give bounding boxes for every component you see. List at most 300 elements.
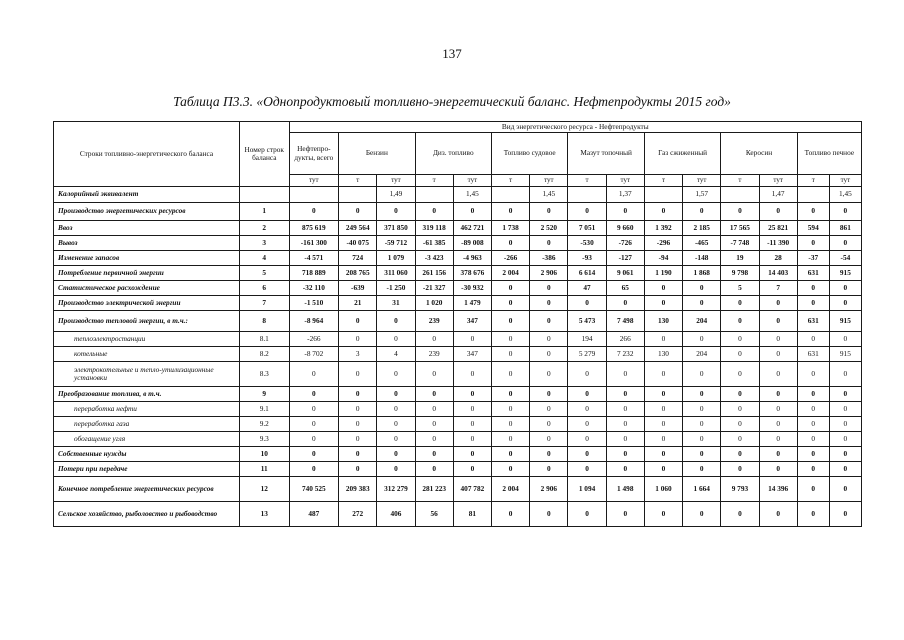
row-line-number: 7 [239, 296, 289, 311]
row-value: 0 [683, 362, 721, 387]
row-value: 2 004 [492, 266, 530, 281]
unit-cell: т [721, 175, 759, 187]
row-value: 0 [415, 417, 453, 432]
row-value: 21 [339, 296, 377, 311]
row-value: 0 [530, 347, 568, 362]
row-value: 0 [721, 402, 759, 417]
row-value: 0 [568, 432, 606, 447]
row-value: 0 [289, 402, 339, 417]
product-header: Топливо судовое [492, 133, 568, 175]
calorific-value [568, 187, 606, 203]
row-value: 0 [683, 432, 721, 447]
row-value: 9 061 [606, 266, 644, 281]
row-value: 1 392 [644, 221, 682, 236]
row-value: 1 079 [377, 251, 415, 266]
row-label: обогащение угля [54, 432, 240, 447]
row-value: 1 060 [644, 477, 682, 502]
row-value: 7 051 [568, 221, 606, 236]
row-value: 0 [797, 477, 829, 502]
row-value: 0 [453, 417, 491, 432]
row-value: -726 [606, 236, 644, 251]
row-value: 0 [492, 387, 530, 402]
table-row [54, 266, 862, 281]
table-row [54, 447, 862, 462]
table-row [54, 221, 862, 236]
row-value: 0 [530, 402, 568, 417]
row-value: 0 [530, 387, 568, 402]
product-header: Мазут топочный [568, 133, 644, 175]
calorific-value: 1,45 [453, 187, 491, 203]
row-value: 0 [530, 362, 568, 387]
row-value: 130 [644, 311, 682, 332]
row-value: 0 [415, 447, 453, 462]
row-value: 915 [829, 311, 861, 332]
row-value: 0 [377, 417, 415, 432]
row-value: 875 619 [289, 221, 339, 236]
row-value: 0 [339, 432, 377, 447]
row-value: 47 [568, 281, 606, 296]
row-value: 1 498 [606, 477, 644, 502]
row-value: 0 [289, 447, 339, 462]
row-value: 0 [721, 362, 759, 387]
row-line-number: 9.3 [239, 432, 289, 447]
row-value: -465 [683, 236, 721, 251]
row-value: 0 [339, 402, 377, 417]
row-value: 0 [829, 281, 861, 296]
row-value: 0 [377, 462, 415, 477]
table-row [54, 402, 862, 417]
calorific-value [797, 187, 829, 203]
row-line-number: 1 [239, 203, 289, 221]
row-value: 631 [797, 311, 829, 332]
row-value: 594 [797, 221, 829, 236]
unit-cell: тут [606, 175, 644, 187]
row-value: 1 738 [492, 221, 530, 236]
row-value: 0 [797, 281, 829, 296]
row-value: 14 403 [759, 266, 797, 281]
row-value: 0 [829, 296, 861, 311]
row-value: 204 [683, 347, 721, 362]
row-value: 0 [530, 311, 568, 332]
calorific-value [492, 187, 530, 203]
row-value: 0 [492, 296, 530, 311]
row-value: 266 [606, 332, 644, 347]
row-value: 0 [644, 332, 682, 347]
row-value: 0 [492, 347, 530, 362]
row-label: Производство тепловой энергии, в т.ч.: [54, 311, 240, 332]
row-value: -4 963 [453, 251, 491, 266]
row-value: 0 [339, 203, 377, 221]
calorific-line-number [239, 187, 289, 203]
row-value: 0 [377, 362, 415, 387]
row-line-number: 8.1 [239, 332, 289, 347]
row-value: 0 [492, 417, 530, 432]
row-label: переработка газа [54, 417, 240, 432]
row-value: 0 [829, 402, 861, 417]
row-value: 0 [683, 417, 721, 432]
row-value: 0 [721, 296, 759, 311]
table-caption: Таблица П3.3. «Однопродуктовый топливно-энергетический баланс. Нефтепродукты 2015 год» [173, 94, 731, 109]
row-value: 0 [721, 387, 759, 402]
row-value: 0 [759, 296, 797, 311]
calorific-value [644, 187, 682, 203]
table-row [54, 432, 862, 447]
row-label: переработка нефти [54, 402, 240, 417]
row-value: 0 [759, 502, 797, 527]
row-value: 204 [683, 311, 721, 332]
row-value: 0 [453, 462, 491, 477]
row-value: 0 [530, 432, 568, 447]
unit-cell: тут [683, 175, 721, 187]
row-value: 0 [530, 236, 568, 251]
row-value: 0 [759, 203, 797, 221]
row-label: Потребление первичной энергии [54, 266, 240, 281]
calorific-value [339, 187, 377, 203]
row-value: 0 [530, 281, 568, 296]
row-value: 0 [683, 203, 721, 221]
row-value: 0 [339, 311, 377, 332]
row-value: 347 [453, 311, 491, 332]
calorific-value [415, 187, 453, 203]
row-value: 0 [289, 362, 339, 387]
row-value: 0 [606, 502, 644, 527]
row-value: -59 712 [377, 236, 415, 251]
row-value: 487 [289, 502, 339, 527]
row-line-number: 2 [239, 221, 289, 236]
row-value: 312 279 [377, 477, 415, 502]
row-value: 1 190 [644, 266, 682, 281]
row-value: 0 [453, 432, 491, 447]
row-label: Производство энергетических ресурсов [54, 203, 240, 221]
row-line-number: 8 [239, 311, 289, 332]
row-value: -266 [492, 251, 530, 266]
row-value: 5 [721, 281, 759, 296]
unit-cell: тут [453, 175, 491, 187]
row-value: 740 525 [289, 477, 339, 502]
row-value: 0 [683, 387, 721, 402]
row-value: 0 [759, 347, 797, 362]
row-value: -8 964 [289, 311, 339, 332]
row-value: 0 [530, 502, 568, 527]
row-value: -296 [644, 236, 682, 251]
row-value: 0 [568, 387, 606, 402]
row-value: -3 423 [415, 251, 453, 266]
row-value: 0 [759, 462, 797, 477]
table-row [54, 387, 862, 402]
table-row [54, 347, 862, 362]
row-value: 5 279 [568, 347, 606, 362]
row-value: -93 [568, 251, 606, 266]
row-value: -1 510 [289, 296, 339, 311]
row-label: Потери при передаче [54, 462, 240, 477]
row-value: 0 [606, 387, 644, 402]
row-label: Конечное потребление энергетических ресурсов [54, 477, 240, 502]
row-value: 2 185 [683, 221, 721, 236]
row-value: 2 520 [530, 221, 568, 236]
product-header: Нефтепро-дукты, всего [289, 133, 339, 175]
row-value: 0 [797, 502, 829, 527]
row-value: -127 [606, 251, 644, 266]
row-value: 0 [377, 447, 415, 462]
row-value: 0 [797, 332, 829, 347]
row-value: 0 [377, 311, 415, 332]
row-value: 0 [568, 502, 606, 527]
row-value: 0 [644, 281, 682, 296]
row-value: 0 [644, 402, 682, 417]
row-value: 0 [797, 203, 829, 221]
row-value: 7 232 [606, 347, 644, 362]
row-value: 0 [492, 236, 530, 251]
row-value: 0 [644, 462, 682, 477]
row-value: -89 008 [453, 236, 491, 251]
row-value: 281 223 [415, 477, 453, 502]
row-value: 0 [530, 296, 568, 311]
row-value: 2 906 [530, 477, 568, 502]
row-value: -54 [829, 251, 861, 266]
row-value: 0 [829, 203, 861, 221]
row-value: 0 [683, 296, 721, 311]
row-value: -7 748 [721, 236, 759, 251]
row-value: 0 [829, 462, 861, 477]
product-header: Керосин [721, 133, 797, 175]
unit-cell: тут [759, 175, 797, 187]
row-value: 1 020 [415, 296, 453, 311]
row-value: 0 [530, 462, 568, 477]
row-value: 0 [606, 462, 644, 477]
row-value: 209 383 [339, 477, 377, 502]
unit-cell: т [568, 175, 606, 187]
row-value: 0 [492, 332, 530, 347]
row-line-number: 10 [239, 447, 289, 462]
row-label: котельные [54, 347, 240, 362]
row-value: 407 782 [453, 477, 491, 502]
row-value: 0 [568, 447, 606, 462]
row-value: 0 [377, 432, 415, 447]
row-value: 319 118 [415, 221, 453, 236]
row-value: -639 [339, 281, 377, 296]
row-value: 0 [530, 203, 568, 221]
row-value: 0 [829, 502, 861, 527]
resource-group-header: Вид энергетического ресурса - Нефтепродукты [289, 122, 861, 133]
row-value: 0 [759, 417, 797, 432]
unit-cell: тут [829, 175, 861, 187]
row-value: 0 [377, 332, 415, 347]
row-value: 0 [339, 362, 377, 387]
row-value: 4 [377, 347, 415, 362]
row-value: 0 [530, 447, 568, 462]
row-value: -386 [530, 251, 568, 266]
row-value: -40 075 [339, 236, 377, 251]
row-value: 0 [797, 402, 829, 417]
row-value: 0 [644, 296, 682, 311]
row-label: Сельское хозяйство, рыболовство и рыбоводство [54, 502, 240, 527]
row-value: 0 [721, 502, 759, 527]
row-line-number: 9 [239, 387, 289, 402]
row-value: 0 [683, 281, 721, 296]
row-line-number: 11 [239, 462, 289, 477]
row-value: 17 565 [721, 221, 759, 236]
table-row [54, 362, 862, 387]
row-value: 0 [797, 296, 829, 311]
row-value: 5 473 [568, 311, 606, 332]
row-value: 130 [644, 347, 682, 362]
row-value: 0 [339, 447, 377, 462]
row-value: 0 [829, 362, 861, 387]
row-value: 0 [797, 447, 829, 462]
row-value: 28 [759, 251, 797, 266]
row-value: -21 327 [415, 281, 453, 296]
row-value: 25 821 [759, 221, 797, 236]
row-value: -8 702 [289, 347, 339, 362]
row-value: 311 060 [377, 266, 415, 281]
row-line-number: 9.1 [239, 402, 289, 417]
row-value: 0 [797, 236, 829, 251]
row-value: -32 110 [289, 281, 339, 296]
line-number-header: Номер строк баланса [239, 122, 289, 187]
row-value: 0 [453, 203, 491, 221]
row-value: 0 [797, 417, 829, 432]
row-value: 0 [606, 296, 644, 311]
row-value: -148 [683, 251, 721, 266]
row-value: 0 [606, 362, 644, 387]
row-value: 347 [453, 347, 491, 362]
table-row [54, 417, 862, 432]
row-line-number: 4 [239, 251, 289, 266]
row-label: электрокотельные и тепло-утилизационные установки [54, 362, 240, 387]
row-value: -61 385 [415, 236, 453, 251]
row-value: 0 [377, 387, 415, 402]
row-value: 718 889 [289, 266, 339, 281]
row-value: 0 [797, 362, 829, 387]
row-value: 0 [644, 203, 682, 221]
row-value: 0 [829, 236, 861, 251]
row-value: 2 906 [530, 266, 568, 281]
row-value: 0 [415, 432, 453, 447]
row-value: 9 660 [606, 221, 644, 236]
row-value: -94 [644, 251, 682, 266]
calorific-value: 1,45 [530, 187, 568, 203]
row-value: 0 [721, 347, 759, 362]
row-value: 0 [492, 203, 530, 221]
row-value: 261 156 [415, 266, 453, 281]
row-value: 239 [415, 347, 453, 362]
row-line-number: 13 [239, 502, 289, 527]
row-line-number: 12 [239, 477, 289, 502]
row-value: 0 [415, 332, 453, 347]
row-value: 0 [683, 502, 721, 527]
row-value: 1 664 [683, 477, 721, 502]
row-value: 0 [683, 447, 721, 462]
row-value: 0 [721, 447, 759, 462]
row-value: -30 932 [453, 281, 491, 296]
row-value: 208 765 [339, 266, 377, 281]
row-value: 0 [797, 462, 829, 477]
row-value: 0 [829, 387, 861, 402]
row-value: 0 [721, 432, 759, 447]
calorific-value: 1,49 [377, 187, 415, 203]
row-line-number: 8.2 [239, 347, 289, 362]
row-value: 0 [759, 432, 797, 447]
row-value: -4 571 [289, 251, 339, 266]
table-row [54, 477, 862, 502]
row-value: 65 [606, 281, 644, 296]
unit-cell: т [339, 175, 377, 187]
row-value: 0 [644, 502, 682, 527]
row-value: 0 [415, 387, 453, 402]
row-value: 6 614 [568, 266, 606, 281]
row-value: 2 004 [492, 477, 530, 502]
row-value: 0 [415, 462, 453, 477]
row-label: Преобразование топлива, в т.ч. [54, 387, 240, 402]
row-value: 0 [415, 362, 453, 387]
row-value: 0 [797, 432, 829, 447]
row-label-header: Строки топливно-энергетического баланса [54, 122, 240, 187]
row-value: 0 [721, 462, 759, 477]
row-value: 0 [568, 296, 606, 311]
table-row [54, 311, 862, 332]
row-value: 31 [377, 296, 415, 311]
calorific-value: 1,47 [759, 187, 797, 203]
row-value: 0 [829, 417, 861, 432]
row-value: 631 [797, 347, 829, 362]
row-value: 56 [415, 502, 453, 527]
row-value: 7 [759, 281, 797, 296]
row-value: 0 [289, 203, 339, 221]
row-value: 0 [829, 477, 861, 502]
row-value: 0 [568, 462, 606, 477]
table-row [54, 236, 862, 251]
row-value: 0 [492, 432, 530, 447]
unit-cell: тут [530, 175, 568, 187]
row-value: 9 793 [721, 477, 759, 502]
row-value: 378 676 [453, 266, 491, 281]
row-value: 81 [453, 502, 491, 527]
row-line-number: 5 [239, 266, 289, 281]
row-value: 0 [606, 402, 644, 417]
row-value: 0 [797, 387, 829, 402]
product-header: Топливо печное [797, 133, 861, 175]
row-value: 861 [829, 221, 861, 236]
row-value: -266 [289, 332, 339, 347]
table-row [54, 462, 862, 477]
row-value: 0 [453, 332, 491, 347]
row-value: 0 [721, 203, 759, 221]
row-line-number: 9.2 [239, 417, 289, 432]
table-row [54, 203, 862, 221]
row-value: 0 [415, 203, 453, 221]
row-value: 0 [759, 402, 797, 417]
row-value: 3 [339, 347, 377, 362]
row-value: 0 [606, 447, 644, 462]
row-value: 0 [453, 387, 491, 402]
row-value: 0 [683, 332, 721, 347]
row-value: 0 [759, 362, 797, 387]
row-value: 1 479 [453, 296, 491, 311]
calorific-value [721, 187, 759, 203]
row-value: 7 498 [606, 311, 644, 332]
row-value: 0 [644, 447, 682, 462]
row-label: Изменение запасов [54, 251, 240, 266]
row-value: 239 [415, 311, 453, 332]
row-value: 724 [339, 251, 377, 266]
row-value: 0 [530, 332, 568, 347]
row-value: 272 [339, 502, 377, 527]
table-row [54, 332, 862, 347]
row-value: 0 [829, 447, 861, 462]
row-value: 0 [339, 417, 377, 432]
row-value: 0 [492, 362, 530, 387]
row-value: -1 250 [377, 281, 415, 296]
